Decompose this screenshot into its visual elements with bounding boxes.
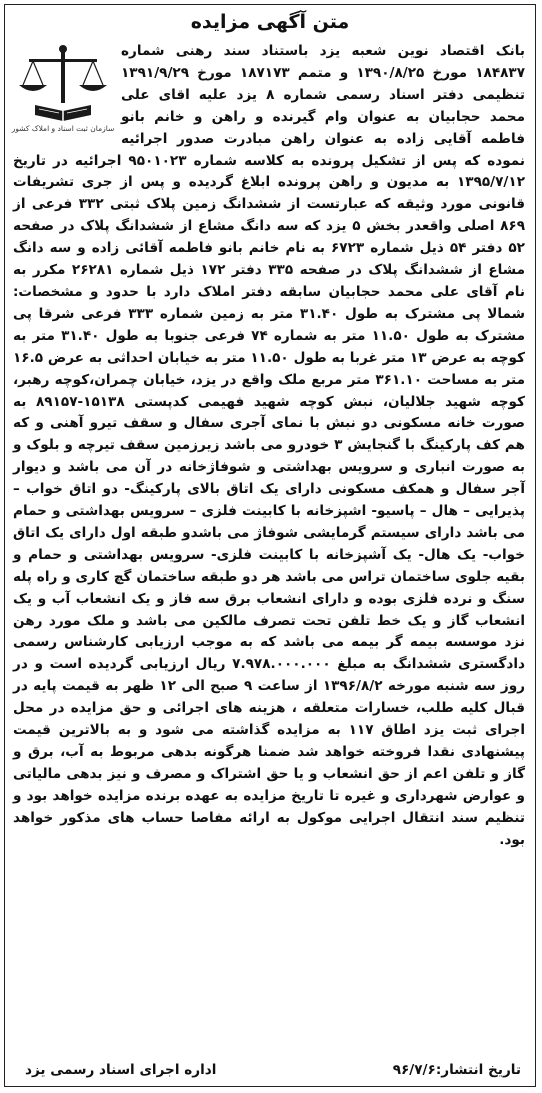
logo-caption: سازمان ثبت اسناد و املاک کشور bbox=[11, 124, 115, 133]
notice-frame bbox=[4, 4, 536, 1087]
notice-footer bbox=[25, 1062, 521, 1078]
notice-body: بانک اقتصاد نوین شعبه یزد باستناد سند رهنی شماره ۱۸۴۸۳۷ مورخ ۱۳۹۰/۸/۲۵ و متمم ۱۸۷۱۷۳ مورخ ۱۳۹۱/۹/۲۹ تنظیمی دفتر اسناد رسمی شماره ۸ یزد علیه اقای علی محمد حجابیان به عنوان وام گیرنده و راهن و خانم بانو فاطمه آقایی زاده به عنوان راهن مبادرت صدور اجرائیه نموده که پس از تشکیل پرونده به کلاسه شماره ۹۵۰۱۰۲۳ اجرائیه در تاریخ ۱۳۹۵/۷/۱۲ به مدیون و راهن پرونده ابلاغ گردیده و پس از جری تشریفات قانونی مورد وثیقه که عبارتست از ششدانگ زمین پلاک ثبتی ۳۳۲ فرعی از ۸۶۹ اصلی واقعدر بخش ۵ یزد که سه دانگ مشاع از ششدانگ پلاک در صفحه ۵۲ دفتر ۵۴ ذیل شماره ۶۷۲۳ به نام خانم بانو فاطمه آقائی زاده و سه دانگ مشاع از ششدانگ پلاک در صفحه ۳۳۵ دفتر ۱۷۲ ذیل شماره ۲۶۲۸۱ مکرر به نام آقای علی محمد حجابیان سابقه دفتر املاک دارد با حدود و مشخصات: شمالا پی مشترک به طول ۳۱.۴۰ متر به زمین شماره ۳۳۳ فرعی شرقا پی مشترک به طول ۱۱.۵۰ متر به شماره ۷۴ فرعی جنوبا به طول ۳۱.۴۰ متر به کوچه به عرض ۱۳ متر غربا به طول ۱۱.۵۰ متر به خیابان احداثی به عرض ۱۶.۵ متر به مساحت ۳۶۱.۱۰ متر مربع ملک واقع در یزد، خیابان چمران،کوچه رهبر، کوچه شهید جلالیان، نبش کوچه شهید فهیمی کدپستی ۱۵۱۳۸-۸۹۱۵۷ به صورت خانه مسکونی دو نبش با نمای آجری سفال و سقف تیرو آهنی و که هم کف پارکینگ با گنجایش ۳ خودرو می باشد زیرزمین سقف تیرچه و بلوک و به صورت انباری و سرویس بهداشتی و شوفاژخانه در آن می باشد و دیوار آجر سفال و همکف مسکونی دارای یک اتاق بالای پارکینگ- دو اتاق خواب – پذیرایی – هال – پاسیو- اشپزخانه با کابینت فلزی – سرویس بهداشتی و حمام می باشد دارای سیستم گرمایشی شوفاژ می باشدو طبقه اول دارای یک اتاق خواب- یک هال- یک آشپزخانه با کابینت فلزی- سرویس بهداشتی و حمام و بقیه جلوی ساختمان تراس می باشد هر دو طبقه ساختمان گچ کاری و راه پله سنگ و نرده فلزی بوده و دارای انشعاب برق سه فاز و یک انشعاب آب و یک انشعاب گاز و یک خط تلفن تحت تصرف مالکین می باشد و ملک مورد رهن نزد موسسه بیمه گر بیمه می باشد که به موجب ارزیابی کارشناس رسمی دادگستری ششدانگ به مبلغ ۷.۹۷۸.۰۰۰.۰۰۰ ریال ارزیابی گردیده است و در روز سه شنبه مورخه ۱۳۹۶/۸/۲ از ساعت ۹ صبح الی ۱۲ ظهر به قیمت پایه در قبال کلیه طلب، خسارات متعلقه ، هزینه های اجرائی و حق مزایده در محل اجرای ثبت یزد اطاق ۱۱۷ به مزایده گذاشته می شود و به بالاترین قیمت پیشنهادی نقدا فروخته خواهد شد ضمنا هرگونه بدهی مربوط به آب، برق و گاز و تلفن اعم از حق انشعاب و یا حق اشتراک و مصرف و نیز بدهی مالیاتی و عوارض شهرداری و غیره تا تاریخ مزایده به عهده برنده مزایده خواهد بود و تنظیم سند انتقال اجرایی موکول به ارائه مفاصا حساب های مذکور خواهد بود. bbox=[13, 43, 526, 848]
issuing-office: اداره اجرای اسناد رسمی یزد bbox=[25, 1062, 217, 1078]
notice-title: متن آگهی مزایده bbox=[190, 11, 350, 33]
publish-date: تاریخ انتشار:۹۶/۷/۶ bbox=[392, 1062, 521, 1078]
